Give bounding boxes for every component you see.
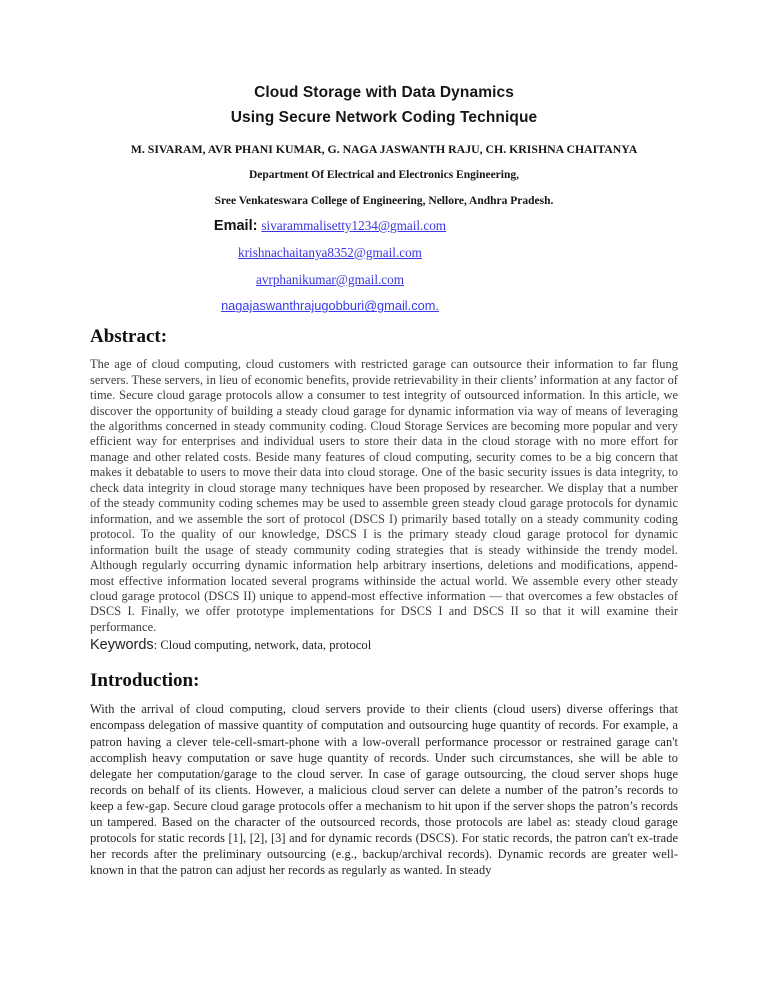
- email-line-2: [90, 240, 570, 267]
- abstract-heading: Abstract:: [90, 326, 168, 348]
- authors-line: M. SIVARAM, AVR PHANI KUMAR, G. NAGA JASWANTH RAJU, CH. KRISHNA CHAITANYA: [130, 142, 638, 156]
- introduction-paragraph: With the arrival of cloud computing, cloud servers provide to their clients (cloud users) diverse offerings that encompass delegation of massive quantity of computation and outsourcing huge quantity of records. For example, a patron having a clever tele-cell-smart-phone with a low-overall performance processor or restrained garage can't accomplish heavy computation or save huge quantity of records. Under such circumstances, she will be able to delegate her computation/garage to the cloud server. In case of garage outsourcing, the cloud server shops huge records on behalf of its clients. However, a malicious cloud server can delete a number of the patron’s records to keep a few-gap. Secure cloud garage protocols offer a mechanism to hit upon if the server shops the patron’s records un tampered. Based on the character of the outsourced records, those protocols are label as: steady cloud garage protocols for static records [1], [2], [3] and for dynamic records (DSCS). For static records, the patron can't ex-trade her records after the preliminary outsourcing (e.g., backup/archival records). Dynamic records are greater well-known in that the patron can adjust her records as regularly as wanted. In steady: [90, 702, 678, 878]
- paper-title-line-2: Using Secure Network Coding Technique: [230, 109, 538, 126]
- email-link-2[interactable]: krishnachaitanya8352@gmail.com: [238, 244, 422, 260]
- email-link-4[interactable]: nagajaswanthrajugobburi@gmail.com.: [221, 298, 439, 314]
- paper-title: [90, 80, 678, 130]
- email-link-3[interactable]: avrphanikumar@gmail.com: [255, 271, 404, 287]
- paper-title-line-1: Cloud Storage with Data Dynamics: [254, 84, 514, 101]
- email-line-1: [90, 213, 570, 240]
- affiliation-line-1: Department Of Electrical and Electronics Engineering,: [249, 169, 519, 181]
- email-line-3: [90, 267, 570, 294]
- email-line-4: [90, 293, 570, 320]
- email-block: [90, 213, 570, 320]
- keywords-label: Keywords: [90, 637, 154, 654]
- introduction-heading: Introduction:: [90, 670, 200, 692]
- email-link-1[interactable]: sivarammalisetty1234@gmail.com: [261, 218, 447, 233]
- keywords-line: [90, 636, 678, 654]
- email-label: Email:: [213, 218, 258, 234]
- affiliation-line-2: Sree Venkateswara College of Engineering, Nellore, Andhra Pradesh.: [214, 195, 554, 207]
- abstract-paragraph: The age of cloud computing, cloud customers with restricted garage can outsource their information to far flung servers. These servers, in lieu of economic benefits, provide retrievability in their clients’ information at any factor of time. Secure cloud garage protocols allow a consumer to test integrity of outsourced information. In this article, we discover the opportunity of building a steady cloud garage for dynamic information via way of means of leveraging the algorithms concerned in steady community coding. Cloud Storage Services are becoming more popular and very efficient way for enterprises and individual users to store their data in the cloud storage with no more effort for manage and other related costs. Beside many features of cloud computing, security comes to be a big concern that makes it debatable to users to move their data into cloud storage. One of the basic security issues is data integrity, to check data integrity in cloud storage many techniques have been proposed by researcher. We display that a number of the steady community coding schemes may be used to assemble green steady cloud garage protocols for dynamic information, and we assemble the sort of protocol (DSCS I) primarily based totally on a steady community coding protocol. To the quality of our knowledge, DSCS I is the primary steady cloud garage protocol for dynamic information built the usage of steady community coding strategies that is steady withinside the trendy model. Although regularly occurring dynamic information help arbitrary insertions, deletions and modifications, append-most effective information located several programs withinside the actual world. We assemble every other steady cloud garage protocol (DSCS II) unique to append-most effective information — that overcomes a few obstacles of DSCS I. Finally, we offer prototype implementations for DSCS I and DSCS II so that it will examine their performance.: [90, 357, 678, 634]
- keywords-text: : Cloud computing, network, data, protocol: [153, 638, 372, 653]
